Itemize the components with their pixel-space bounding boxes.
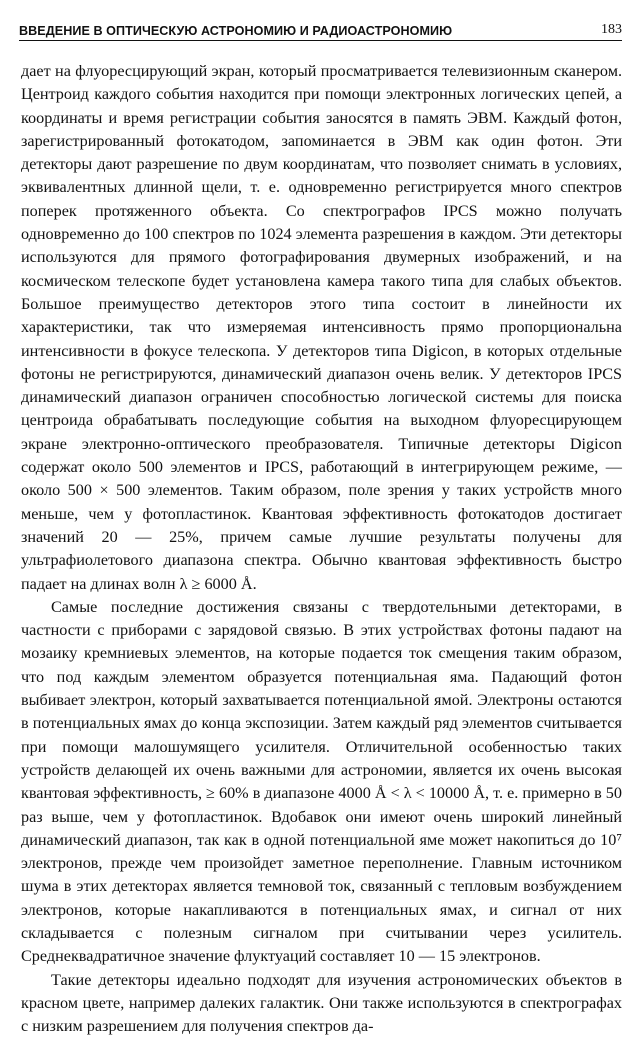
- paragraph-ccd: Самые последние достижения связаны с твердотельными детекторами, в частности с приборами с зарядовой связью. В этих устройствах фотоны падают на мозаику кремниевых элементов, на которые подается ток смещения таким образом, что под каждым элементом образуется потенциальная яма. Падающий фотон выбивает электрон, который захватывается потенциальной ямой. Электроны остаются в потенциальных ямах до конца экспозиции. Затем каждый ряд элементов считывается при помощи малошумящего усилителя. Отличительной особенностью таких устройств делающей их очень важными для астрономии, является их очень высокая квантовая эффективность, ≥ 60% в диапазоне 4000 Å < λ < 10000 Å, т. е. примерно в 50 раз выше, чем у фотопластинок. Вдобавок они имеют очень широкий линейный динамический диапазон, так как в одной потенциальной яме может накопиться до 10⁷ электронов, прежде чем произойдет заметное переполнение. Главным источником шума в этих детекторах является темновой ток, связанный с тепловым возбуждением электронов, которые накапливаются в потенциальных ямах, и сигнал от них складывается с полезным сигналом при считывании через усилитель. Среднеквадратичное значение флуктуаций составляет 10 — 15 электронов.: [21, 597, 622, 966]
- paragraph-applications: Такие детекторы идеально подходят для изучения астрономических объектов в красном цвете, например далеких галактик. Они также используются в спектрографах с низким разрешением для получения спектров да-: [21, 970, 622, 1036]
- page-number: 183: [601, 22, 622, 37]
- running-head: ВВЕДЕНИЕ В ОПТИЧЕСКУЮ АСТРОНОМИЮ И РАДИОАСТРОНОМИЮ: [19, 24, 453, 38]
- body-text: [21, 60, 622, 1038]
- paragraph-detectors-ipcs: дает на флуоресцирующий экран, который просматривается телевизионным сканером. Центроид каждого события находится при помощи электронных логических цепей, а координаты и время регистрации события заносятся в память ЭВМ. Каждый фотон, зарегистрированный фотокатодом, запоминается в ЭВМ как один фотон. Эти детекторы дают разрешение по двум координатам, что позволяет снимать в условиях, эквивалентных длинной щели, т. е. одновременно регистрируется много спектров поперек протяженного объекта. Со спектрографов IPCS можно получать одновременно до 100 спектров по 1024 элемента разрешения в каждом. Эти детекторы используются для прямого фотографирования двумерных изображений, и на космическом телескопе будет установлена камера такого типа для слабых объектов. Большое преимущество детекторов этого типа состоит в линейности их характеристики, так что измеряемая интенсивность прямо пропорциональна интенсивности в фокусе телескопа. У детекторов типа Digicon, в которых отдельные фотоны не регистрируются, динамический диапазон очень велик. У детекторов IPCS динамический диапазон ограничен способностью логической системы для поиска центроида обрабатывать последующие события на выходном флуоресцирующем экране электронно-оптического преобразователя. Типичные детекторы Digicon содержат около 500 элементов и IPCS, работающий в интегрирующем режиме, — около 500 × 500 элементов. Таким образом, поле зрения у таких устройств много меньше, чем у фотопластинок. Квантовая эффективность фотокатодов достигает значений 20 — 25%, причем самые лучшие результаты получены для ультрафиолетового диапазона спектра. Обычно квантовая эффективность быстро падает на длинах волн λ ≥ 6000 Å.: [21, 62, 622, 593]
- page-header: [19, 18, 622, 41]
